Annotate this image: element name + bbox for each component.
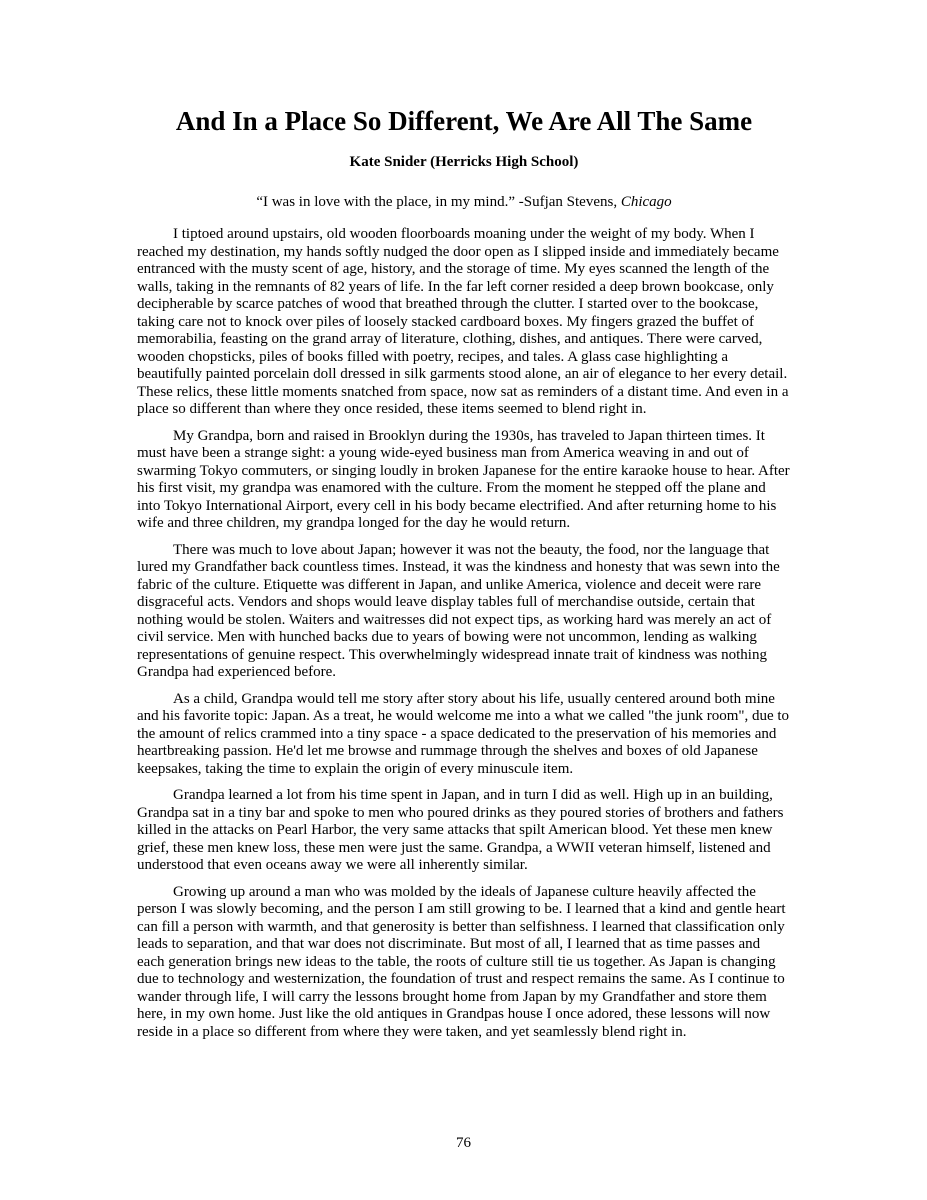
page-content xyxy=(137,0,791,1050)
essay-body xyxy=(137,226,791,1041)
essay-paragraph-5: Grandpa learned a lot from his time spent in Japan, and in turn I did as well. High up in an building, Grandpa sat in a tiny bar and spoke to men who poured drinks as they poured stories of brothers and fathers killed in the attacks on Pearl Harbor, the very same attacks that spilt American blood. Yet these men knew grief, these men knew loss, these men were just the same. Grandpa, a WWII veteran himself, listened and understood that even oceans away we were all inherently similar. xyxy=(137,787,784,873)
essay-paragraph-3: There was much to love about Japan; however it was not the beauty, the food, nor the language that lured my Grandfather back countless times. Instead, it was the kindness and honesty that was sewn into the fabric of the culture. Etiquette was different in Japan, and unlike America, violence and deceit were rare disgraceful acts. Vendors and shops would leave display tables full of merchandise outside, certain that nothing would be stolen. Waiters and waitresses did not expect tips, as working hard was merely an act of civil service. Men with hunched backs due to years of bowing were not uncommon, lending as walking representations of genuine respect. This overwhelmingly widespread innate trait of kindness was nothing Grandpa had experienced before. xyxy=(137,541,780,680)
essay-paragraph-1: I tiptoed around upstairs, old wooden floorboards moaning under the weight of my body. When I reached my destination, my hands softly nudged the door open as I slipped inside and immediately became entranced with the musty scent of age, history, and the storage of time. My eyes scanned the length of the walls, taking in the remnants of 82 years of life. In the far left corner resided a deep brown bookcase, only decipherable by scarce patches of wood that breathed through the clutter. I started over to the bookcase, taking care not to knock over piles of loosely stacked cardboard boxes. My fingers grazed the buffet of memorabilia, feasting on the grand array of literature, clothing, dishes, and antiques. There were carved, wooden chopsticks, piles of books filled with poetry, recipes, and tales. A glass case highlighting a beautifully painted porcelain doll dressed in silk garments stood alone, an air of elegance to her every detail. These relics, these little moments snatched from space, now sat as reminders of a distant time. And even in a place so different than where they once resided, these items seemed to blend right in. xyxy=(137,226,789,417)
epigraph xyxy=(137,194,791,211)
byline: Kate Snider (Herricks High School) xyxy=(349,154,579,170)
page-title: And In a Place So Different, We Are All The Same xyxy=(175,106,753,136)
essay-paragraph-2: My Grandpa, born and raised in Brooklyn during the 1930s, has traveled to Japan thirteen times. It must have been a strange sight: a young wide-eyed business man from America weaving in and out of swarming Tokyo commuters, or singing loudly in broken Japanese for the entire karaoke house to hear. After his first visit, my grandpa was enamored with the culture. From the moment he stepped off the plane and into Tokyo International Airport, every cell in his body became electrified. And after returning home to his wife and three children, my grandpa longed for the day he would return. xyxy=(137,427,790,531)
essay-paragraph-4: As a child, Grandpa would tell me story after story about his life, usually centered around both mine and his favorite topic: Japan. As a treat, he would welcome me into a what we called "the junk room", due to the amount of relics crammed into a tiny space - a space dedicated to the preservation of his memories and heartbreaking passion. He'd let me browse and rummage through the shelves and boxes of old Japanese keepsakes, taking the time to explain the origin of every minuscule item. xyxy=(137,690,790,777)
epigraph-work-title: Chicago xyxy=(620,194,672,210)
epigraph-quote: “I was in love with the place, in my mind.” -Sufjan Stevens, xyxy=(256,194,621,210)
essay-paragraph-6: Growing up around a man who was molded by the ideals of Japanese culture heavily affected the person I was slowly becoming, and the person I am still growing to be. I learned that a kind and gentle heart can fill a person with warmth, and that generosity is better than selfishness. I learned that classification only leads to separation, and that war does not discriminate. But most of all, I learned that as time passes and each generation brings new ideas to the table, the roots of culture still tie us together. As Japan is changing due to technology and westernization, the foundation of trust and respect remains the same. As I continue to wander through life, I will carry the lessons brought home from Japan by my Grandfather and store them here, in my own home. Just like the old antiques in Grandpas house I once adored, these lessons will now reside in a place so different from where they were taken, and yet seamlessly blend right in. xyxy=(137,883,786,1040)
page-number: 76 xyxy=(456,1135,471,1151)
